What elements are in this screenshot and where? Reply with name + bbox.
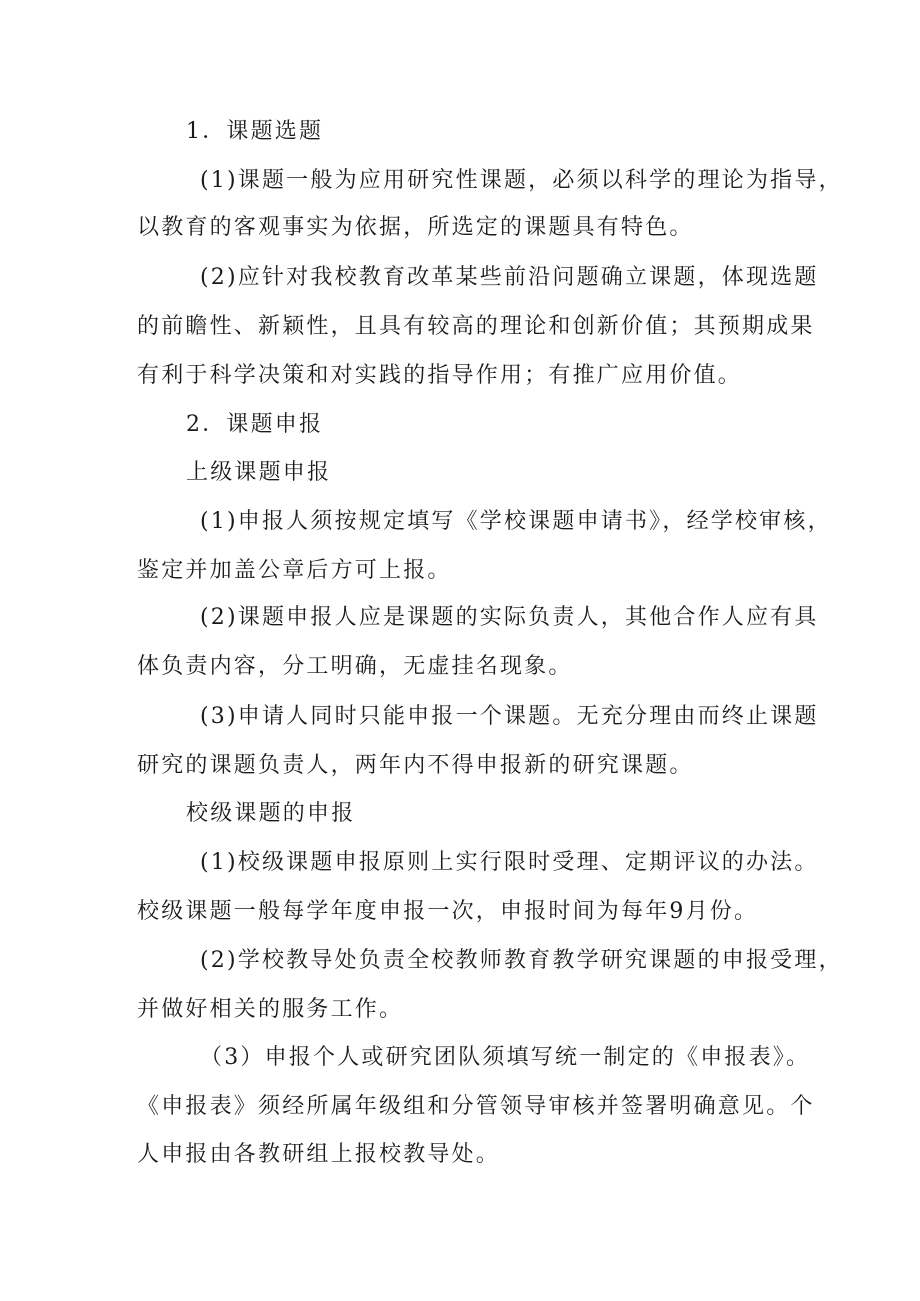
paragraph-line: 鉴定并加盖公章后方可上报。 xyxy=(137,558,452,583)
paragraph-line: （3）申报个人或研究团队须填写统一制定的《申报表》。 xyxy=(200,1045,811,1070)
paragraph-line: 研究的课题负责人，两年内不得申报新的研究课题。 xyxy=(137,753,694,778)
paragraph-line: 的前瞻性、新颖性，且具有较高的理论和创新价值；其预期成果 xyxy=(137,314,815,339)
paragraph-line: 体负责内容，分工明确，无虚挂名现象。 xyxy=(137,654,573,679)
paragraph-line: 以教育的客观事实为依据，所选定的课题具有特色。 xyxy=(137,215,694,240)
section-heading: 1．课题选题 xyxy=(186,119,324,144)
paragraph-line: 《申报表》须经所属年级组和分管领导审核并签署明确意见。个 xyxy=(137,1094,815,1119)
paragraph-line: (1)申报人须按规定填写《学校课题申请书》，经学校审核， xyxy=(200,509,832,534)
paragraph-line: (1)课题一般为应用研究性课题，必须以科学的理论为指导， xyxy=(200,168,843,193)
paragraph-line: 并做好相关的服务工作。 xyxy=(137,997,404,1022)
paragraph-line: (2)应针对我校教育改革某些前沿问题确立课题，体现选题 xyxy=(200,265,819,290)
paragraph-line: 校级课题一般每学年度申报一次，申报时间为每年9月份。 xyxy=(137,899,759,924)
subsection-heading: 校级课题的申报 xyxy=(186,801,356,826)
paragraph-line: 有利于科学决策和对实践的指导作用；有推广应用价值。 xyxy=(137,363,743,388)
paragraph-line: (3)申请人同时只能申报一个课题。无充分理由而终止课题 xyxy=(200,704,819,729)
paragraph-line: (1)校级课题申报原则上实行限时受理、定期评议的办法。 xyxy=(200,850,819,875)
subsection-heading: 上级课题申报 xyxy=(186,460,332,485)
paragraph-line: 人申报由各教研组上报校教导处。 xyxy=(137,1142,501,1167)
paragraph-line: (2)课题申报人应是课题的实际负责人，其他合作人应有具 xyxy=(200,605,819,630)
section-heading: 2．课题申报 xyxy=(186,412,324,437)
paragraph-line: (2)学校教导处负责全校教师教育教学研究课题的申报受理， xyxy=(200,948,843,973)
